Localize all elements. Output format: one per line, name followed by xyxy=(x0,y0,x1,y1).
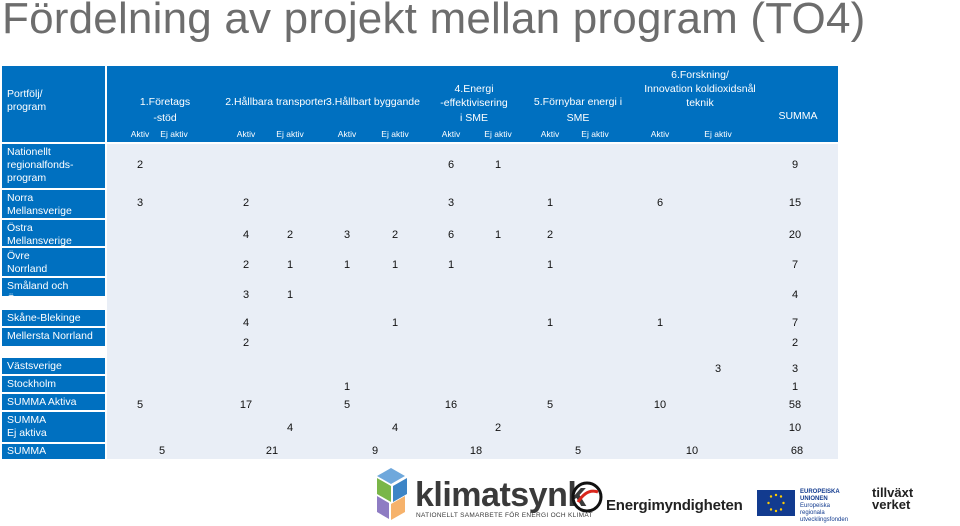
tillvaxtverket-logo: tillväxt verket xyxy=(872,485,914,512)
column-header-4: -effektivisering xyxy=(440,97,508,109)
table-cell: 4 xyxy=(391,422,399,434)
table-cell: 1 xyxy=(447,259,455,271)
row-label: Östra Mellansverige xyxy=(2,220,105,246)
row-label: Småland och Öarna xyxy=(2,278,105,296)
table-cell: 2 xyxy=(242,259,250,271)
summa-total: 5 xyxy=(158,445,166,457)
table-cell: 5 xyxy=(136,399,144,411)
table-cell: 1 xyxy=(286,289,294,301)
summa-row-label: SUMMA xyxy=(2,444,105,459)
column-header-3: 3.Hållbart byggande xyxy=(326,96,420,108)
table-cell: 2 xyxy=(391,229,399,241)
column-header-7: SUMMA xyxy=(778,110,818,122)
table-cell: 1 xyxy=(656,317,664,329)
row-label: Övre Norrland xyxy=(2,248,105,276)
table-cell: 3 xyxy=(714,363,722,375)
table-cell: 5 xyxy=(343,399,351,411)
column-header-5: SME xyxy=(566,112,590,124)
table-cell: 6 xyxy=(447,229,455,241)
table-cell: 1 xyxy=(343,381,351,393)
table-cell: 4 xyxy=(242,317,250,329)
row-summa-value: 58 xyxy=(788,399,802,411)
table-cell: 1 xyxy=(391,259,399,271)
sub-header-ej-aktiv: Ej aktiv xyxy=(704,129,732,139)
summa-total: 21 xyxy=(265,445,279,457)
table-cell: 6 xyxy=(447,159,455,171)
row-label: Norra Mellansverige xyxy=(2,190,105,218)
row-summa-value: 15 xyxy=(788,197,802,209)
sub-header-aktiv: Aktiv xyxy=(540,129,560,139)
row-label: Mellersta Norrland xyxy=(2,328,105,346)
row-label: SUMMA Aktiva xyxy=(2,394,105,410)
table-cell: 2 xyxy=(286,229,294,241)
table-cell: 1 xyxy=(494,229,502,241)
eu-flag-icon xyxy=(757,490,795,516)
table-cell: 2 xyxy=(242,337,250,349)
row-label: Västsverige xyxy=(2,358,105,374)
table-cell: 4 xyxy=(242,229,250,241)
table-body xyxy=(107,144,838,444)
row-summa-value: 10 xyxy=(788,422,802,434)
row-summa-value: 2 xyxy=(791,337,799,349)
table-cell: 10 xyxy=(653,399,667,411)
column-header-2: 2.Hållbara transporter xyxy=(225,96,327,108)
table-cell: 3 xyxy=(343,229,351,241)
table-cell: 1 xyxy=(286,259,294,271)
table-cell: 1 xyxy=(546,317,554,329)
sub-header-ej-aktiv: Ej aktiv xyxy=(160,129,188,139)
row-summa-value: 4 xyxy=(791,289,799,301)
summa-total: 9 xyxy=(371,445,379,457)
summa-total: 68 xyxy=(790,445,804,457)
eu-text: EUROPEISKA UNIONEN Europeiska regionala utvecklingsfonden xyxy=(800,489,849,523)
table-cell: 17 xyxy=(239,399,253,411)
table-cell: 2 xyxy=(546,229,554,241)
sub-header-ej-aktiv: Ej aktiv xyxy=(381,129,409,139)
klimatsynk-wordmark: klimatsynk xyxy=(415,476,586,514)
column-header-6: 6.Forskning/ xyxy=(671,69,729,81)
table-cell: 1 xyxy=(391,317,399,329)
row-label: Stockholm xyxy=(2,376,105,392)
row-label: Nationellt regionalfonds- program xyxy=(2,144,105,188)
row-summa-value: 1 xyxy=(791,381,799,393)
row-summa-value: 20 xyxy=(788,229,802,241)
table-cell: 6 xyxy=(656,197,664,209)
sub-header-ej-aktiv: Ej aktiv xyxy=(276,129,304,139)
sub-header-aktiv: Aktiv xyxy=(650,129,670,139)
column-header-5: 5.Förnybar energi i xyxy=(533,96,623,108)
table-cell: 4 xyxy=(286,422,294,434)
column-header-6: teknik xyxy=(686,97,714,109)
row-summa-value: 9 xyxy=(791,159,799,171)
sub-header-ej-aktiv: Ej aktiv xyxy=(484,129,512,139)
column-header-1: 1.Företags xyxy=(139,96,191,108)
table-cell: 1 xyxy=(494,159,502,171)
page-title: Fördelning av projekt mellan program (TO4) xyxy=(2,0,866,43)
column-header-6: Innovation koldioxidsnål xyxy=(644,83,756,95)
klimatsynk-tagline: NATIONELLT SAMARBETE FÖR ENERGI OCH KLIMAT xyxy=(416,512,593,519)
table-cell: 1 xyxy=(546,259,554,271)
table-cell: 3 xyxy=(242,289,250,301)
row-summa-value: 7 xyxy=(791,317,799,329)
table-cell: 16 xyxy=(444,399,458,411)
summa-total: 5 xyxy=(574,445,582,457)
corner-header: Portfölj/ program xyxy=(2,66,105,142)
column-header-4: 4.Energi xyxy=(454,83,494,95)
table-cell: 1 xyxy=(546,197,554,209)
sub-header-aktiv: Aktiv xyxy=(337,129,357,139)
distribution-table xyxy=(2,66,838,459)
row-label: Skåne-Blekinge xyxy=(2,310,105,326)
table-cell: 3 xyxy=(447,197,455,209)
sub-header-aktiv: Aktiv xyxy=(130,129,150,139)
table-cell: 2 xyxy=(494,422,502,434)
column-header-1: -stöd xyxy=(153,112,177,124)
table-cell: 3 xyxy=(136,197,144,209)
klimatsynk-logo-icon xyxy=(370,466,412,522)
table-cell: 2 xyxy=(136,159,144,171)
row-summa-value: 3 xyxy=(791,363,799,375)
sub-header-aktiv: Aktiv xyxy=(236,129,256,139)
table-cell: 2 xyxy=(242,197,250,209)
summa-total: 10 xyxy=(685,445,699,457)
summa-total: 18 xyxy=(469,445,483,457)
energimyndigheten-logo-icon xyxy=(570,480,604,514)
column-header-4: i SME xyxy=(459,112,489,124)
sub-header-ej-aktiv: Ej aktiv xyxy=(581,129,609,139)
table-cell: 5 xyxy=(546,399,554,411)
table-cell: 1 xyxy=(343,259,351,271)
row-summa-value: 7 xyxy=(791,259,799,271)
row-label: SUMMA Ej aktiva xyxy=(2,412,105,442)
sub-header-aktiv: Aktiv xyxy=(441,129,461,139)
energimyndigheten-wordmark: Energimyndigheten xyxy=(606,497,743,514)
